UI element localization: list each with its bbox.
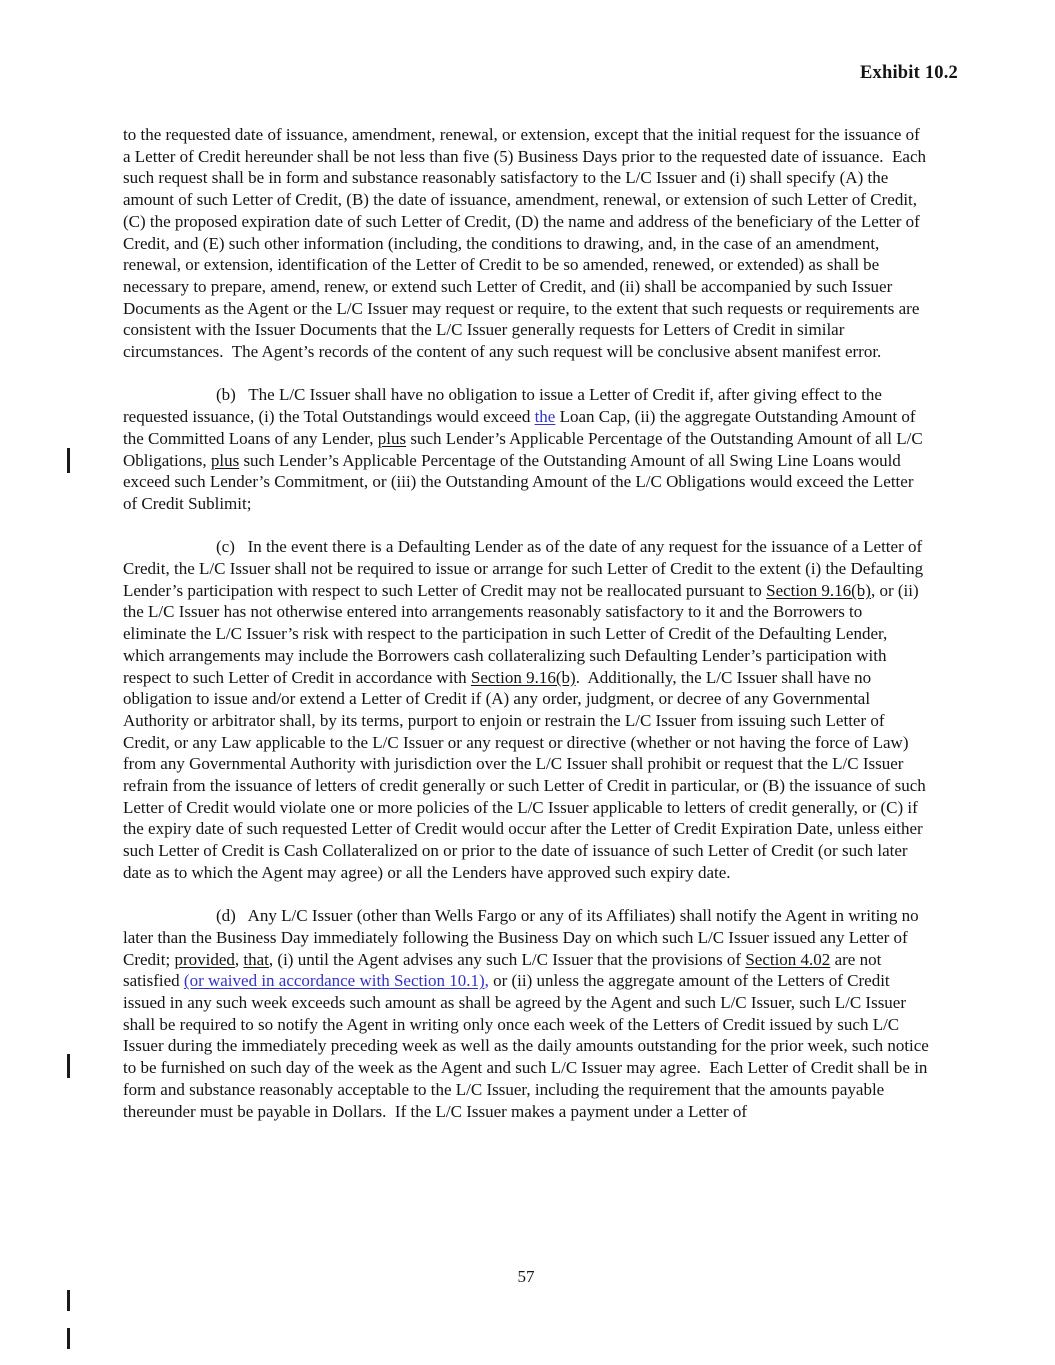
document-body	[123, 124, 934, 1144]
text-run: , or (ii) the L/C Issuer has not otherwise entered into arrangements reasonably satisfactory to it and the Borrowers to eliminate the L/C Issuer’s risk with respect to the participation in such Letter of Credit of the Defaulting Lender, which arrangements may include the Borrowers cash collateralizing such Defaulting Lender’s participation with respect to such Letter of Credit in accordance with	[123, 580, 923, 687]
revision-change-bar	[67, 1054, 70, 1078]
text-run: such Lender’s Applicable Percentage of the Outstanding Amount of all L/C Obligations,	[123, 428, 927, 470]
paragraph	[123, 124, 929, 363]
inserted-text: (or waived in accordance with Section 10.1)	[183, 971, 485, 991]
text-run: , (i) until the Agent advises any such L/C Issuer that the provisions of	[268, 949, 746, 969]
underlined-term: plus	[210, 450, 240, 470]
paragraph	[123, 384, 929, 514]
underlined-term: Section 4.02	[745, 949, 831, 969]
inserted-text: the	[534, 407, 556, 427]
text-run: (d) Any L/C Issuer (other than Wells Fargo or any of its Affiliates) shall notify the Agent in writing no later than the Business Day immediately following the Business Day on which such L/C Issuer issued any Letter of Credit;	[123, 906, 923, 969]
paragraph	[123, 536, 929, 883]
text-run: . Additionally, the L/C Issuer shall have no obligation to issue and/or extend a Letter of Credit if (A) any order, judgment, or decree of any Governmental Authority or arbitrator shall, by its terms, purport to enjoin or restrain the L/C Issuer from issuing such Letter of Credit, or any Law applicable to the L/C Issuer or any request or directive (whether or not having the force of Law) from any Governmental Authority with jurisdiction over the L/C Issuer shall prohibit or request that the L/C Issuer refrain from the issuance of letters of credit generally or such Letter of Credit in particular, or (B) the issuance of such Letter of Credit would violate one or more policies of the L/C Issuer applicable to letters of credit generally, or (C) if the expiry date of such requested Letter of Credit would occur after the Letter of Credit Expiration Date, unless either such Letter of Credit is Cash Collateralized on or prior to the date of issuance of such Letter of Credit (or such later date as to which the Agent may agree) or all the Lenders have approved such expiry date.	[123, 667, 930, 882]
exhibit-label: Exhibit 10.2	[859, 63, 958, 83]
page-number: 57	[517, 1267, 535, 1286]
text-run: to the requested date of issuance, amendment, renewal, or extension, except that the initial request for the issuance of a Letter of Credit hereunder shall be not less than five (5) Business Days prior to the requested date of issuance. Each such request shall be in form and substance reasonably satisfactory to the L/C Issuer and (i) shall specify (A) the amount of such Letter of Credit, (B) the date of issuance, amendment, renewal, or extension of such Letter of Credit, (C) the proposed expiration date of such Letter of Credit, (D) the name and address of the beneficiary of the Letter of Credit, and (E) such other information (including, the conditions to drawing, and, in the case of an amendment, renewal, or extension, identification of the Letter of Credit to be so amended, renewed, or extended) as shall be necessary to prepare, amend, renew, or extend such Letter of Credit, and (ii) shall be accompanied by such Issuer Documents as the Agent or the L/C Issuer may request or require, to the extent that such requests or requirements are consistent with the Issuer Documents that the L/C Issuer generally requests for Letters of Credit in similar circumstances. The Agent’s records of the content of any such request will be conclusive absent manifest error.	[123, 125, 931, 362]
text-run: such Lender’s Applicable Percentage of the Outstanding Amount of all Swing Line Loans would exceed such Lender’s Commitment, or (iii) the Outstanding Amount of the L/C Obligations would exceed the Letter of Credit Sublimit;	[123, 450, 918, 513]
underlined-term: provided	[174, 949, 235, 969]
text-run: (c) In the event there is a Defaulting Lender as of the date of any request for the issuance of a Letter of Credit, the L/C Issuer shall not be required to issue or arrange for such Letter of Credit to the extent (i) the Defaulting Lender’s participation with respect to such Letter of Credit may not be reallocated pursuant to	[123, 537, 928, 600]
underlined-term: plus	[377, 428, 407, 448]
text-run: (b) The L/C Issuer shall have no obligation to issue a Letter of Credit if, after giving effect to the requested issuance, (i) the Total Outstandings would exceed	[123, 385, 887, 427]
revision-change-bar	[67, 1290, 70, 1311]
text-run: are not satisfied	[123, 949, 886, 991]
underlined-term: Section 9.16(b)	[470, 667, 576, 687]
revision-change-bar	[67, 1328, 70, 1349]
text-run: ,	[234, 949, 244, 969]
text-run: Loan Cap, (ii) the aggregate Outstanding Amount of the Committed Loans of any Lender,	[123, 407, 920, 448]
underlined-term: Section 9.16(b)	[766, 580, 871, 600]
underlined-term: that	[243, 949, 269, 969]
text-run: or (ii) unless the aggregate amount of the Letters of Credit issued in any such week exceeds such amount as shall be agreed by the Agent and such L/C Issuer, such L/C Issuer shall be required to so notify the Agent in writing only once each week of the Letters of Credit issued by such L/C Issuer during the immediately preceding week as well as the daily amounts outstanding for the prior week, such notice to be furnished on such day of the week as the Agent and such L/C Issuer may agree. Each Letter of Credit shall be in form and substance reasonably acceptable to the L/C Issuer, including the requirement that the amounts payable thereunder must be payable in Dollars. If the L/C Issuer makes a payment under a Letter of	[123, 971, 934, 1121]
revision-change-bar	[67, 448, 70, 473]
paragraph	[123, 905, 934, 1122]
inserted-text: ,	[484, 971, 489, 991]
